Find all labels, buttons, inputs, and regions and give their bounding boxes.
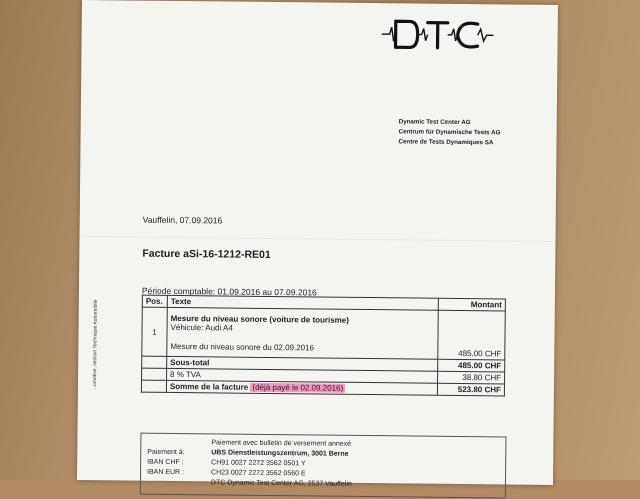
header-amount: Montant: [438, 298, 505, 311]
header-pos: Pos.: [142, 295, 167, 307]
payment-iban-eur: CH23 0027 2272 3562 0560 E: [211, 469, 306, 478]
payment-header: Paiement avec bulletin de versement annexé: [211, 439, 352, 448]
table-row-item: [142, 307, 505, 360]
payment-bank: UBS Dienstleistungszentrum, 3001 Berne: [211, 449, 349, 458]
side-margin-text: ...omotive, section Technique Automobile: [91, 299, 99, 391]
paid-note-highlight: (déjà payé le 02.09.2016): [252, 382, 344, 393]
total-pos-empty: [141, 380, 166, 392]
subtotal-label: Sous-total: [167, 356, 438, 371]
vat-label: 8 % TVA: [167, 368, 438, 383]
payment-box: [140, 433, 507, 499]
company-line-3: Centre de Tests Dynamiques SA: [398, 138, 494, 147]
item-vehicle: Véhicule: Audi A4: [170, 322, 233, 333]
payment-label-chf: IBAN CHF :: [147, 458, 184, 467]
invoice-date: Vauffelin, 07.09.2016: [142, 214, 223, 226]
item-description: Mesure du niveau sonore du 02.09.2016: [170, 341, 315, 352]
payment-iban-chf: CH91 0027 2272 3562 0501 Y: [211, 459, 306, 468]
invoice-table: [141, 295, 506, 397]
dtc-logo: [381, 17, 493, 52]
item-pos: 1: [142, 307, 168, 356]
accounting-period: Période comptable: 01.09.2016 au 07.09.2016: [141, 285, 317, 298]
vat-pos-empty: [142, 368, 167, 380]
paper-fold: [80, 236, 556, 242]
invoice-title: Facture aSi-16-1212-RE01: [142, 247, 271, 261]
payment-beneficiary: DTC Dynamic Test Center AG, 2537 Vauffelin: [210, 479, 352, 488]
vat-amount: 38.80 CHF: [438, 371, 505, 384]
total-amount: 523.80 CHF: [437, 383, 504, 396]
total-cell: [166, 380, 437, 395]
subtotal-pos-empty: [142, 356, 167, 368]
item-amount: 485.00 CHF: [438, 310, 506, 360]
company-address: [398, 117, 500, 148]
payment-label-to: Paiement à:: [147, 448, 185, 457]
invoice-sheet: [77, 0, 558, 488]
item-text-cell: [167, 307, 438, 359]
payment-label-eur: IBAN EUR :: [147, 468, 185, 477]
table-row-total: [141, 380, 504, 396]
company-line-2: Centrum für Dynamische Tests AG: [398, 128, 501, 137]
item-title: Mesure du niveau sonore (voiture de tourisme): [170, 313, 349, 325]
subtotal-amount: 485.00 CHF: [438, 359, 505, 372]
total-label: Somme de la facture: [169, 381, 249, 392]
company-line-1: Dynamic Test Center AG: [398, 118, 471, 127]
header-text: Texte: [167, 295, 438, 310]
